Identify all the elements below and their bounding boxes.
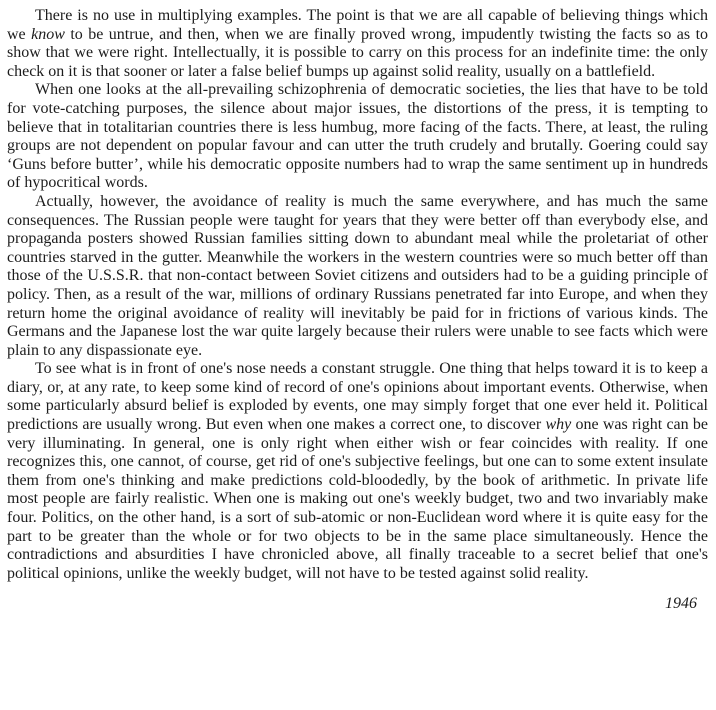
publication-year: 1946 [665,595,697,613]
text-segment: one was right can be very illuminating. In general, one is only right when either wish or fear coincides with reality. If one recognizes this, one cannot, of course, get rid of one's subjective feelings, but one can to some extent insulate them from one's thinking and make predictions cold-bloodedly, by the book of arithmetic. In private life most people are fairly realistic. When one is making out one's weekly budget, two and two invariably make four. Politics, on the other hand, is a sort of sub-atomic or non-Euclidean word where it is quite easy for the part to be greater than the whole or for two objects to be in the same place simultaneously. Hence the contradictions and absurdities I have chronicled above, all finally traceable to a secret belief that one's political opinions, unlike the weekly budget, will not have to be tested against solid reality. [7,416,708,582]
italic-word: why [545,416,572,434]
text-segment: There is no use in multiplying examples. The point is that we are all capable of believing things which we [7,7,708,43]
text-segment: to be untrue, and then, when we are finally proved wrong, impudently twisting the facts so as to show that we were right. Intellectually, it is possible to carry on this process for an indefinite time: the only check on it is that sooner or later a false belief bumps up against solid reality, usually on a battlefield. [7,25,709,80]
italic-word: know [31,25,65,43]
text-segment: When one looks at the all-prevailing schizophrenia of democratic societies, the lies that have to be told for vote-catching purposes, the silence about major issues, the distortions of the press, it is tempting to believe that in totalitarian countries there is less humbug, more facing of the facts. There, at least, the ruling groups are not dependent on popular favour and can utter the truth crudely and brutally. Goering could say ‘Guns before butter’, while his democratic opposite numbers had to wrap the same sentiment up in hundreds of hypocritical words. [7,81,708,192]
text-segment: To see what is in front of one's nose needs a constant struggle. One thing that helps toward it is to keep a diary, or, at any rate, to keep some kind of record of one's opinions about important events. Otherwise, when some particularly absurd belief is exploded by events, one may simply forget that one ever held it. Political predictions are usually wrong. But even when one makes a correct one, to discover [7,360,708,434]
paragraph [7,81,708,193]
essay-text [7,7,708,583]
paragraph [7,360,708,583]
paragraph [7,193,708,360]
paragraph [7,7,708,81]
text-segment: Actually, however, the avoidance of reality is much the same everywhere, and has much the same consequences. The Russian people were taught for years that they were better off than everybody else, and propaganda posters showed Russian families sitting down to abundant meal while the proletariat of other countries starved in the gutter. Meanwhile the workers in the western countries were so much better off than those of the U.S.S.R. that non-contact between Soviet citizens and outsiders had to be a guiding principle of policy. Then, as a result of the war, millions of ordinary Russians penetrated far into Europe, and when they return home the original avoidance of reality will inevitably be paid for in frictions of various kinds. The Germans and the Japanese lost the war quite largely because their rulers were unable to see facts which were plain to any dispassionate eye. [7,192,708,359]
